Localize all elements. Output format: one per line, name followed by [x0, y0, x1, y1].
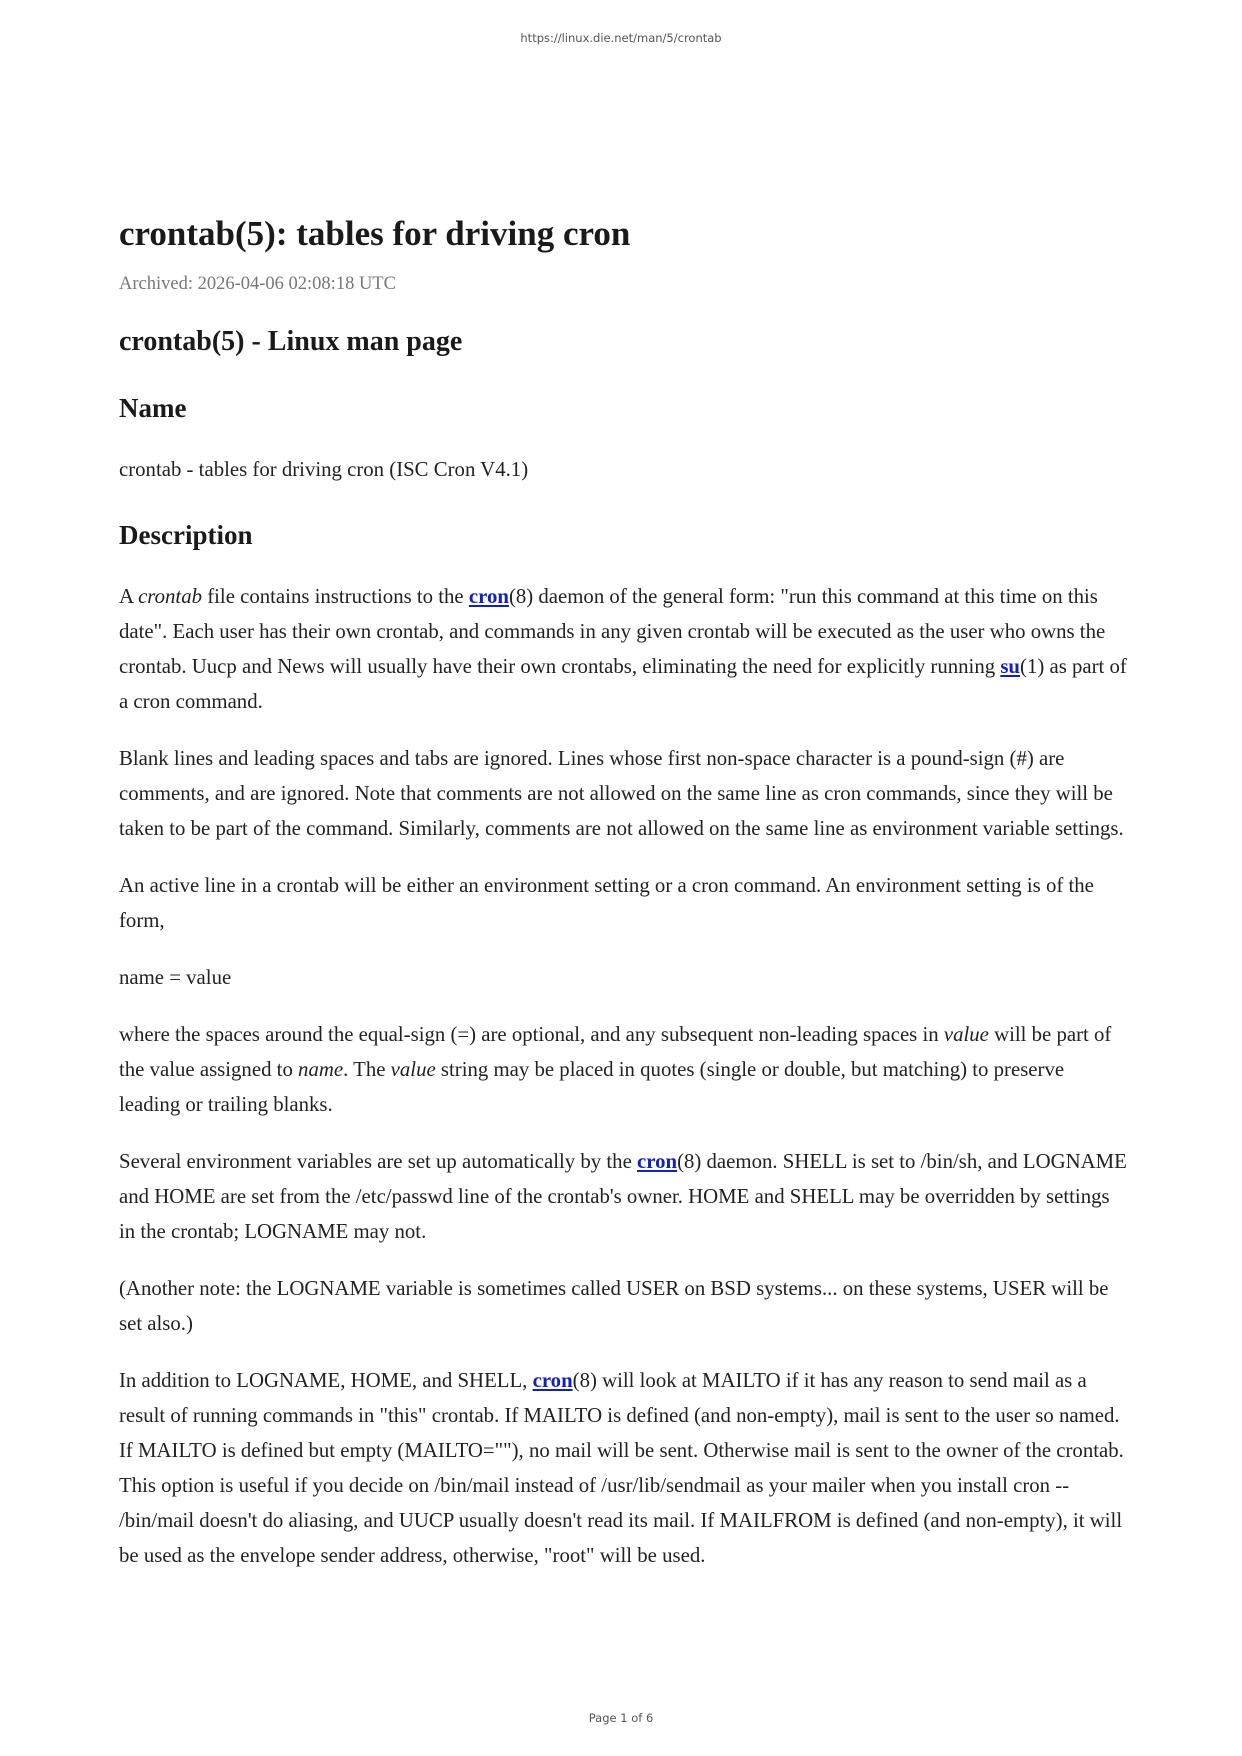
name-text: crontab - tables for driving cron (ISC Cron V4.1) [119, 458, 529, 481]
text-run: where the spaces around the equal-sign (=) are optional, and any subsequent non-leading spaces in [119, 1023, 944, 1046]
text-run: (8) will look at MAILTO if it has any reason to send mail as a result of running commands in "this" crontab. If MAILTO is defined (and non-empty), mail is sent to the user so named. If MAILTO is defined but empty (MAILTO=""), no mail will be sent. Otherwise mail is sent to the owner of the crontab. This option is useful if you decide on /bin/mail instead of /usr/lib/sendmail as your mailer when you install cron -- /bin/mail doesn't do aliasing, and UUCP usually doesn't read its mail. If MAILFROM is defined (and non-empty), it will be used as the envelope sender address, otherwise, "root" will be used. [119, 1369, 1124, 1567]
archived-timestamp: Archived: 2026-04-06 02:08:18 UTC [119, 274, 396, 294]
emphasis-crontab: crontab [138, 585, 203, 608]
page-number: Page 1 of 6 [588, 1711, 654, 1725]
text-run: Several environment variables are set up automatically by the [119, 1150, 638, 1173]
section-heading-description: Description [119, 520, 253, 550]
text-run: In addition to LOGNAME, HOME, and SHELL, [119, 1369, 533, 1392]
description-paragraph [119, 1017, 1129, 1122]
description-paragraph [119, 579, 1129, 719]
emphasis-value: value [943, 1023, 989, 1046]
link-cron[interactable]: cron [468, 585, 509, 608]
emphasis-name: name [298, 1058, 344, 1081]
man-page-title: crontab(5) - Linux man page [119, 326, 463, 357]
text-run: string may be placed in quotes (single or double, but matching) to preserve leading or trailing blanks. [119, 1058, 1065, 1116]
text-run: (1) as part of a cron command. [119, 655, 1127, 713]
text-run: will be part of the value assigned to [119, 1023, 1112, 1081]
description-paragraph [119, 1144, 1129, 1249]
article-content [119, 210, 1129, 1573]
link-su[interactable]: su [1000, 655, 1021, 678]
text-run: file contains instructions to the [202, 585, 469, 608]
link-cron[interactable]: cron [637, 1150, 678, 1173]
page-header-url: https://linux.die.net/man/5/crontab [520, 31, 722, 45]
description-paragraph [119, 1363, 1129, 1573]
text-run: . The [343, 1058, 391, 1081]
link-cron[interactable]: cron [532, 1369, 573, 1392]
description-paragraph: An active line in a crontab will be either an environment setting or a cron command. An environment setting is of the form, [119, 874, 1094, 932]
description-paragraph: Blank lines and leading spaces and tabs are ignored. Lines whose first non-space character is a pound-sign (#) are comments, and are ignored. Note that comments are not allowed on the same line as cron commands, since they will be taken to be part of the command. Similarly, comments are not allowed on the same line as environment variable settings. [119, 747, 1124, 840]
page-title: crontab(5): tables for driving cron [119, 214, 631, 253]
text-run: A [119, 585, 139, 608]
text-run: (8) daemon. SHELL is set to /bin/sh, and LOGNAME and HOME are set from the /etc/passwd line of the crontab's owner. HOME and SHELL may be overridden by settings in the crontab; LOGNAME may not. [119, 1150, 1127, 1243]
text-run: (8) daemon of the general form: "run this command at this time on this date". Each user has their own crontab, and commands in any given crontab will be executed as the user who owns the crontab. Uucp and News will usually have their own crontabs, eliminating the need for explicitly running [119, 585, 1106, 678]
example-name-value: name = value [119, 966, 232, 989]
description-paragraph: (Another note: the LOGNAME variable is sometimes called USER on BSD systems... on these systems, USER will be set also.) [119, 1277, 1109, 1335]
section-heading-name: Name [119, 393, 187, 423]
emphasis-value: value [390, 1058, 436, 1081]
